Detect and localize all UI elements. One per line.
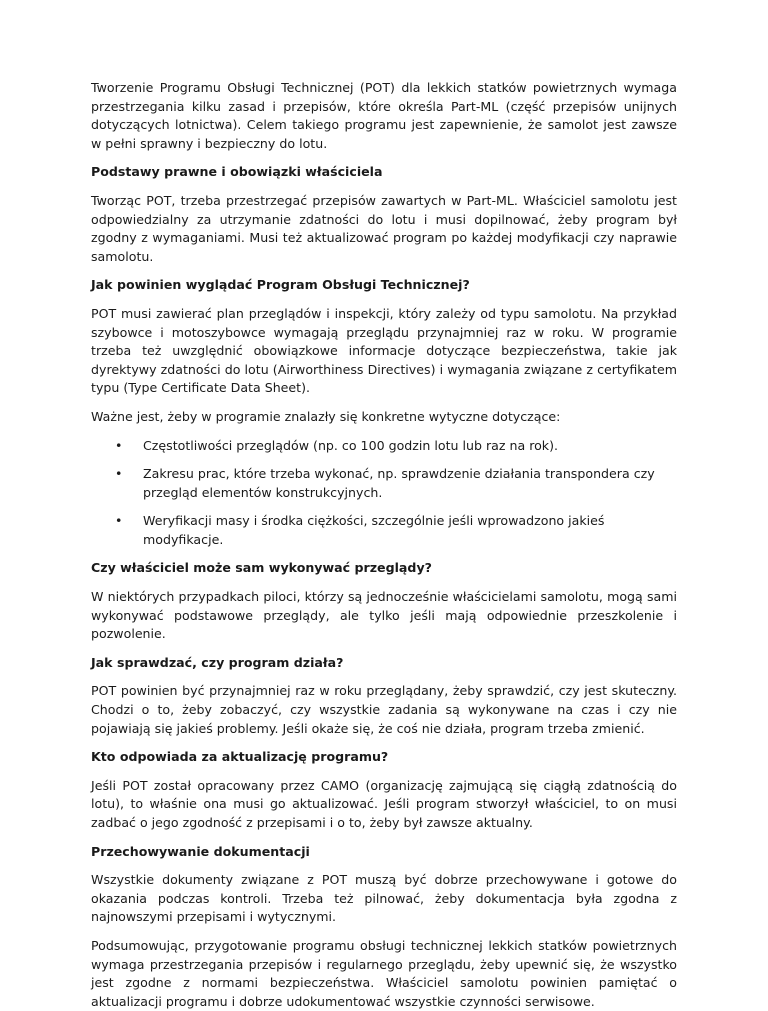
owner-inspections-paragraph: W niektórych przypadkach piloci, którzy są jednocześnie właścicielami samolotu, mogą sami wykonywać podstawowe przeglądy, ale tylko jeśli mają odpowiednie przeszkolenie i pozwolenie. xyxy=(91,589,677,642)
bullet-icon: • xyxy=(115,513,123,529)
list-item-text: Weryfikacji masy i środka ciężkości, szczególnie jeśli wprowadzono jakieś modyfikacje. xyxy=(143,513,605,547)
list-item xyxy=(91,465,677,502)
program-check-paragraph: POT powinien być przynajmniej raz w roku przeglądany, żeby sprawdzić, czy jest skuteczny. Chodzi o to, żeby zobaczyć, czy wszystkie zadania są wykonywane na czas i czy nie pojawiają się jakieś problemy. Jeśli okaże się, że coś nie działa, program trzeba zmienić. xyxy=(91,683,677,736)
list-item xyxy=(91,437,677,456)
legal-paragraph: Tworząc POT, trzeba przestrzegać przepisów zawartych w Part-ML. Właściciel samolotu jest odpowiedzialny za utrzymanie zdatności do lotu i musi dopilnować, żeby program był zgodny z wymaganiami. Musi też aktualizować program po każdej modyfikacji czy naprawie samolotu. xyxy=(91,192,677,264)
heading-owner-inspections: Czy właściciel może sam wykonywać przeglądy? xyxy=(91,560,432,576)
heading-legal-basis: Podstawy prawne i obowiązki właściciela xyxy=(91,164,383,180)
documentation-paragraph: Wszystkie dokumenty związane z POT muszą być dobrze przechowywane i gotowe do okazania podczas kontroli. Trzeba też pilnować, żeby dokumentacja była zgodna z najnowszymi przepisami i wytycznymi. xyxy=(91,872,677,925)
heading-program-update: Kto odpowiada za aktualizację programu? xyxy=(91,749,389,765)
program-update-paragraph: Jeśli POT został opracowany przez CAMO (organizację zajmującą się ciągłą zdatnością do lotu), to właśnie ona musi go aktualizować. Jeśli program stworzył właściciel, to on musi zadbać o jego zgodność z przepisami i o to, żeby był zawsze aktualny. xyxy=(91,777,677,830)
guidelines-intro-paragraph: Ważne jest, żeby w programie znalazły się konkretne wytyczne dotyczące: xyxy=(91,408,561,424)
bullet-icon: • xyxy=(115,437,123,453)
guidelines-list xyxy=(91,437,677,550)
list-item-text: Częstotliwości przeglądów (np. co 100 godzin lotu lub raz na rok). xyxy=(143,437,559,453)
heading-documentation: Przechowywanie dokumentacji xyxy=(91,843,310,859)
heading-program-check: Jak sprawdzać, czy program działa? xyxy=(91,654,344,670)
program-structure-paragraph: POT musi zawierać plan przeglądów i inspekcji, który zależy od typu samolotu. Na przykład szybowce i motoszybowce wymagają przeglądu przynajmniej raz w roku. W programie trzeba też uwzględnić obowiązkowe informacje dotyczące bezpieczeństwa, takie jak dyrektywy zdatności do lotu (Airworthiness Directives) i wymagania związane z certyfikatem typu (Type Certificate Data Sheet). xyxy=(91,305,677,396)
heading-program-structure: Jak powinien wyglądać Program Obsługi Technicznej? xyxy=(91,277,470,293)
list-item xyxy=(91,512,677,549)
list-item-text: Zakresu prac, które trzeba wykonać, np. sprawdzenie działania transpondera czy przegląd elementów konstrukcyjnych. xyxy=(143,466,655,500)
summary-paragraph: Podsumowując, przygotowanie programu obsługi technicznej lekkich statków powietrznych wymaga przestrzegania przepisów i regularnego przeglądu, żeby upewnić się, że wszystko jest zgodne z normami bezpieczeństwa. Właściciel samolotu powinien pamiętać o aktualizacji programu i dobrze udokumentować wszystkie czynności serwisowe. xyxy=(91,937,677,1009)
bullet-icon: • xyxy=(115,466,123,482)
intro-paragraph: Tworzenie Programu Obsługi Technicznej (POT) dla lekkich statków powietrznych wymaga przestrzegania kilku zasad i przepisów, które określa Part-ML (część przepisów unijnych dotyczących lotnictwa). Celem takiego programu jest zapewnienie, że samolot jest zawsze w pełni sprawny i bezpieczny do lotu. xyxy=(91,80,677,151)
